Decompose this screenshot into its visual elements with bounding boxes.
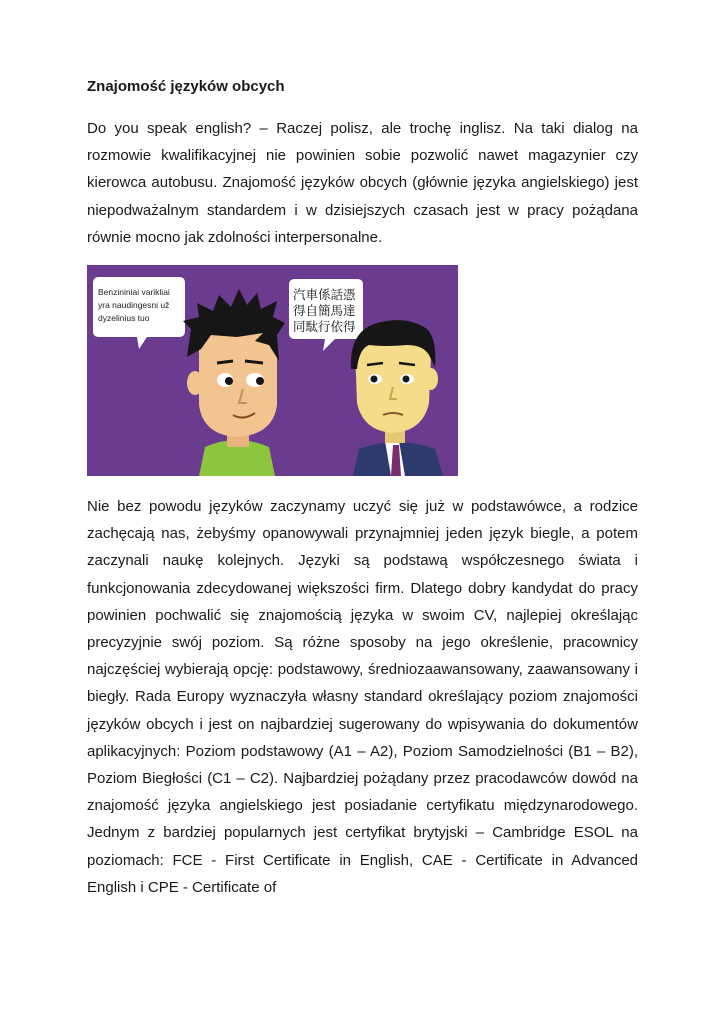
- paragraph-body: Nie bez powodu języków zaczynamy uczyć się już w podstawówce, a rodzice zachęcają nas, żebyśmy opanowywali przynajmniej jeden język biegle, a potem zaczynali naukę kolejnych. Języki są podstawą współczesnego świata i funkcjonowania zdecydowanej większości firm. Dlatego dobry kandydat do pracy powinien pochwalić się znajomością języka w swoim CV, najlepiej określając precyzyjnie swój poziom. Są różne sposoby na jego określenie, pracownicy najczęściej wybierają opcję: podstawowy, średniozaawansowany, zaawansowany i biegły. Rada Europy wyznaczyła własny standard określający poziom znajomości języków obcych i jest on najbardziej sugerowany do wpisywania do dokumentów aplikacyjnych: Poziom podstawowy (A1 – A2), Poziom Samodzielności (B1 – B2), Poziom Biegłości (C1 – C2). Najbardziej pożądany przez pracodawców dowód na znajomość języka angielskiego jest posiadanie certyfikatu międzynarodowego. Jednym z bardziej popularnych jest certyfikat brytyjski – Cambridge ESOL na poziomach: FCE - First Certificate in English, CAE - Certificate in Advanced English i CPE - Certificate of: [87, 498, 638, 896]
- page-title: Znajomość języków obcych: [87, 78, 285, 95]
- right-man-pupil: [371, 376, 378, 383]
- illustration-two-men-speaking: [87, 265, 458, 476]
- right-man-figure: [351, 320, 443, 476]
- right-bubble-line-2: 得自簡馬達: [293, 303, 356, 318]
- left-bubble-line-3: dyzelinius tuo: [98, 313, 150, 323]
- paragraph-intro: Do you speak english? – Raczej polisz, ale trochę inglisz. Na taki dialog na rozmowie kwalifikacyjnej nie powinien sobie pozwolić nawet magazynier czy kierowca autobusu. Znajomość języków obcych (głównie języka angielskiego) jest niepodważalnym standardem i w dzisiejszych czasach jest w pracy pożądana równie mocno jak zdolności interpersonalne.: [87, 120, 638, 246]
- left-bubble-line-2: yra naudingesni už: [98, 300, 170, 310]
- right-bubble-line-1: 汽車係話憑: [293, 287, 356, 302]
- left-man-eyebrow: [217, 361, 233, 363]
- left-bubble-line-1: Benzininiai varikliai: [98, 287, 170, 297]
- right-bubble-line-3: 同駄行依得: [293, 319, 356, 334]
- left-man-eyebrow: [245, 361, 263, 363]
- illustration-svg: [87, 265, 458, 476]
- right-man-pupil: [403, 376, 410, 383]
- left-man-pupil: [256, 377, 264, 385]
- left-man-pupil: [225, 377, 233, 385]
- right-man-face: [355, 333, 431, 433]
